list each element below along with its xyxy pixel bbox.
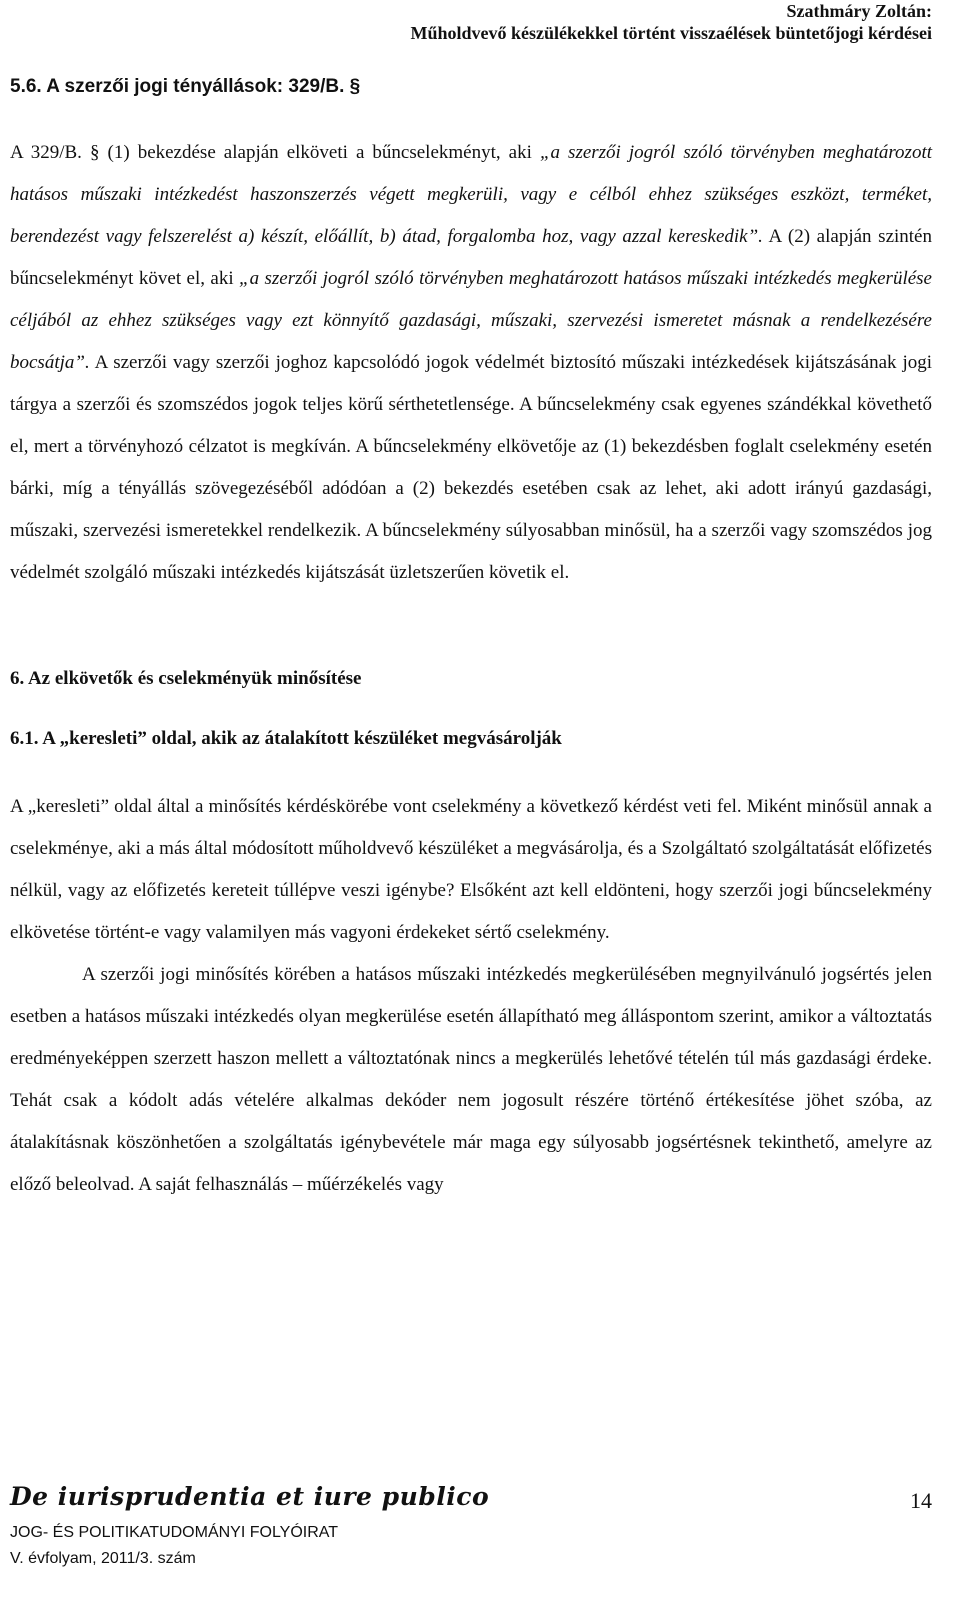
paragraph-szerzoi-minosites: A szerzői jogi minősítés körében a hatásos műszaki intézkedés megkerülésében megnyilvánuló jogsértés jelen esetben a hatásos műszaki intézkedés olyan megkerülése esetén állapítható meg álláspontom szerint, amikor a változtatás eredményeképpen szerzett haszon mellett a változtatónak nincs a megkerülés lehetővé tételén túl más gazdasági érdeke. Tehát csak a kódolt adás vételére alkalmas dekóder nem jogosult részére történő értékesítése jöhet szóba, az átalakításnak köszönhetően a szolgáltatás igénybevétele már maga egy súlyosabb jogsértésnek tekinthető, amelyre az előző beleolvad. A saját felhasználás – műérzékelés vagy	[10, 964, 932, 1195]
para1-text1: A 329/B. § (1) bekezdése alapján elköveti a bűncselekményt, aki	[10, 142, 540, 163]
header-author: Szathmáry Zoltán:	[786, 1, 932, 21]
header-title: Műholdvevő készülékekkel történt visszaélések büntetőjogi kérdései	[410, 23, 932, 43]
para1-text3: A szerzői vagy szerzői joghoz kapcsolódó jogok védelmét biztosító műszaki intézkedések kijátszásának jogi tárgya a szerzői és szomszédos jogok teljes körű sérthetetlensége. A bűncselekmény csak egyenes szándékkal követhető el, mert a törvényhozó célzatot is megkíván. A bűncselekmény elkövetője az (1) bekezdésben foglalt cselekmény esetén bárki, míg a tényállás szövegezéséből adódóan a (2) bekezdés esetében csak az lehet, aki adott irányú gazdasági, műszaki, szervezési ismeretekkel rendelkezik. A bűncselekmény súlyosabban minősül, ha a szerzői vagy szomszédos jog védelmét szolgáló műszaki intézkedés kijátszását üzletszerűen követik el.	[10, 352, 932, 583]
para1-text2: A (2) alapján szintén bűncselekményt követ el, aki	[10, 226, 932, 289]
page-number: 14	[910, 1488, 932, 1513]
running-header	[411, 0, 932, 44]
paragraph-keresleti: A „keresleti” oldal által a minősítés kérdéskörébe vont cselekmény a következő kérdést veti fel. Miként minősül annak a cselekménye, aki a más által módosított műholdvevő készüléket a megvásárolja, és a Szolgáltató szolgáltatását előfizetés nélkül, vagy az előfizetés kereteit túllépve veszi igénybe? Elsőként azt kell eldönteni, hogy szerzői jogi bűncselekmény elkövetése történt-e vagy valamilyen más vagyoni érdekeket sértő cselekmény.	[10, 796, 932, 943]
page-body	[10, 62, 932, 1206]
journal-subtitle: JOG- ÉS POLITIKATUDOMÁNYI FOLYÓIRAT	[10, 1524, 339, 1541]
para1-quote2: „a szerzői jogról szóló törvényben meghatározott hatásos műszaki intézkedés megkerülése céljából az ehhez szükséges vagy ezt könnyítő gazdasági, műszaki, szervezési ismeretet másnak a rendelkezésére bocsátja”.	[10, 268, 932, 373]
heading-6-1: 6.1. A „keresleti” oldal, akik az átalakított készüléket megvásárolják	[10, 728, 562, 749]
para1-quote1: „a szerzői jogról szóló törvényben meghatározott hatásos műszaki intézkedést haszonszerzés végett megkerüli, vagy e célból ehhez szükséges eszközt, terméket, berendezést vagy felszerelést a) készít, előállít, b) átad, forgalomba hoz, vagy azzal kereskedik”.	[10, 142, 932, 247]
journal-logo: De iurisprudentia et iure publico	[10, 1482, 490, 1511]
section-heading: 5.6. A szerzői jogi tényállások: 329/B. §	[10, 76, 361, 97]
journal-issue: V. évfolyam, 2011/3. szám	[10, 1550, 196, 1567]
paragraph-329b	[10, 132, 932, 594]
heading-6: 6. Az elkövetők és cselekményük minősítése	[10, 668, 362, 689]
